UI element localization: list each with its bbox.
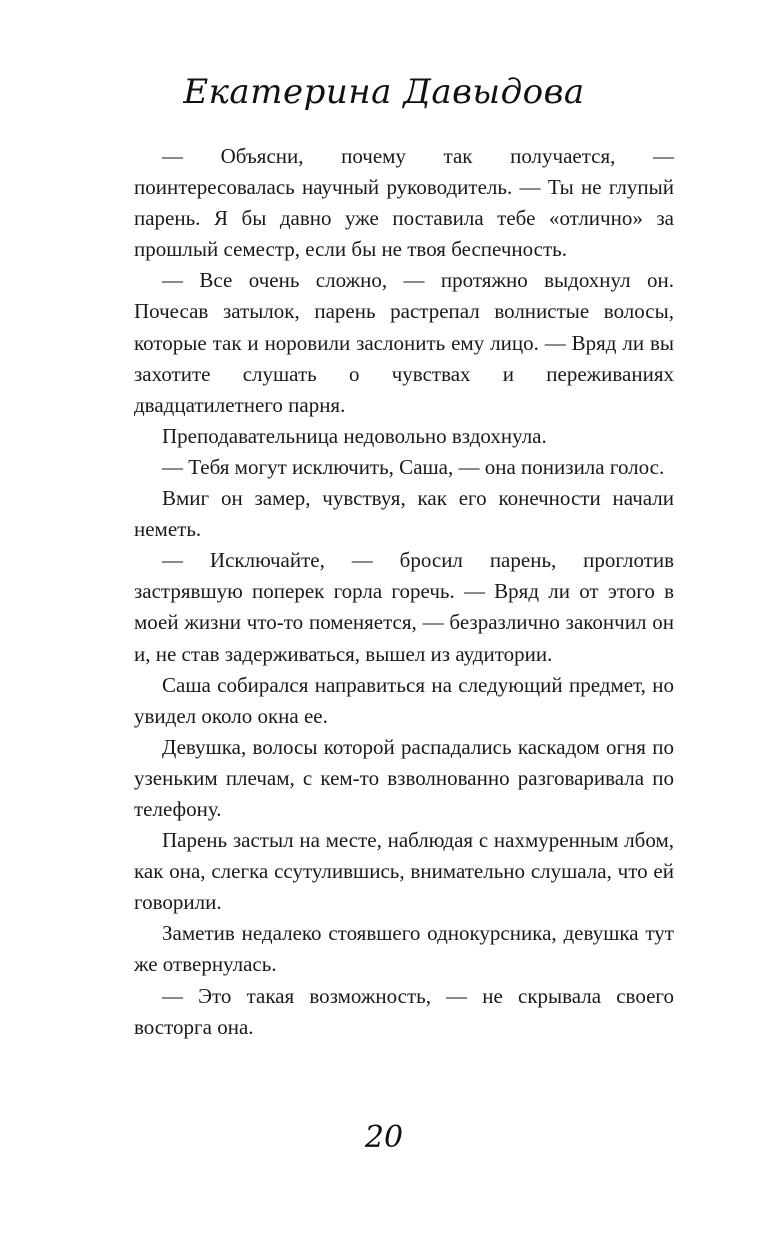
paragraph: Парень застыл на месте, наблюдая с нахмуренным лбом, как она, слегка ссутулившись, внимательно слушала, что ей говорили. xyxy=(134,828,674,915)
paragraph: — Это такая возможность, — не скрывала своего восторга она. xyxy=(134,983,674,1039)
paragraph: — Все очень сложно, — протяжно выдохнул он. Почесав затылок, парень растрепал волнистые волосы, которые так и норовили заслонить ему лицо. — Вряд ли вы захотите слушать о чувствах и переживаниях двадцатилетнего парня. xyxy=(134,268,674,417)
paragraph: — Исключайте, — бросил парень, проглотив застрявшую поперек горла горечь. — Вряд ли от этого в моей жизни что-то поменяется, — безразлично закончил он и, не став задерживаться, вышел из аудитории. xyxy=(134,548,674,666)
paragraph: — Объясни, почему так получается, — поинтересовалась научный руководитель. — Ты не глупый парень. Я бы давно уже поставила тебе «отлично» за прошлый семестр, если бы не твоя беспечность. xyxy=(134,144,674,262)
paragraph: Вмиг он замер, чувствуя, как его конечности начали неметь. xyxy=(134,486,674,542)
body-text xyxy=(134,141,674,1043)
running-head-author: Екатерина Давыдова xyxy=(183,72,585,112)
paragraph: — Тебя могут исключить, Саша, — она понизила голос. xyxy=(162,454,665,479)
paragraph: Саша собирался направиться на следующий предмет, но увидел около окна ее. xyxy=(134,672,674,728)
paragraph: Девушка, волосы которой распадались каскадом огня по узеньким плечам, с кем-то взволнованно разговаривала по телефону. xyxy=(134,734,674,821)
paragraph: Преподавательница недовольно вздохнула. xyxy=(162,423,547,448)
page-number: 20 xyxy=(364,1120,404,1155)
paragraph: Заметив недалеко стоявшего однокурсника, девушка тут же отвернулась. xyxy=(134,921,674,977)
